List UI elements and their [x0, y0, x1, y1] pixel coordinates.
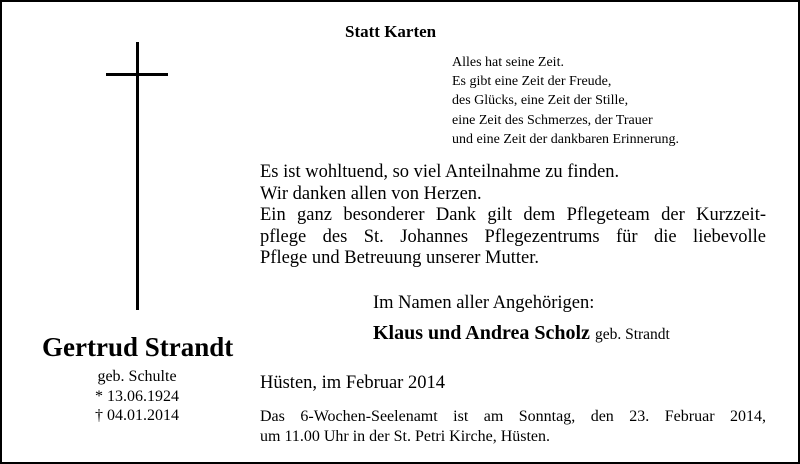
thanks-line: Es ist wohltuend, so viel Anteilnahme zu finden. [260, 162, 620, 182]
deceased-maiden-name: geb. Schulte [97, 368, 177, 385]
thanks-text [260, 162, 766, 270]
thanks-line: Ein ganz besonderer Dank gilt dem Pflegeteam der Kurzzeit- [260, 205, 766, 225]
signer-nee: geb. Strandt [594, 326, 670, 343]
poem-line: des Glücks, eine Zeit der Stille, [452, 93, 629, 109]
signed-intro: Im Namen aller Angehörigen: [373, 293, 595, 313]
thanks-line: pflege des St. Johannes Pflegezentrums für die liebevolle [260, 226, 766, 247]
poem-line: Es gibt eine Zeit der Freude, [452, 74, 612, 90]
cross-icon [136, 42, 139, 310]
notice-heading: Statt Karten [345, 22, 437, 41]
place-date: Hüsten, im Februar 2014 [260, 373, 445, 393]
thanks-line: Pflege und Betreuung unserer Mutter. [260, 248, 539, 268]
signer [373, 322, 670, 345]
mass-line: um 11.00 Uhr in der St. Petri Kirche, Hüsten. [260, 428, 551, 445]
birth-date: * 13.06.1924 [95, 387, 179, 405]
poem-line: eine Zeit des Schmerzes, der Trauer [452, 112, 653, 128]
poem [452, 53, 679, 149]
signer-names: Klaus und Andrea Scholz [373, 322, 590, 344]
deceased-details [42, 367, 232, 426]
deceased-name: Gertrud Strandt [42, 332, 234, 362]
poem-line: und eine Zeit der dankbaren Erinnerung. [452, 131, 680, 147]
thanks-line: Wir danken allen von Herzen. [260, 183, 482, 204]
cross-icon-bar [106, 73, 168, 76]
poem-line: Alles hat seine Zeit. [452, 55, 564, 70]
mass-line: Das 6-Wochen-Seelenamt ist am Sonntag, den 23. Februar 2014, [260, 408, 766, 425]
death-date: † 04.01.2014 [95, 407, 179, 424]
mass-notice [260, 407, 766, 447]
